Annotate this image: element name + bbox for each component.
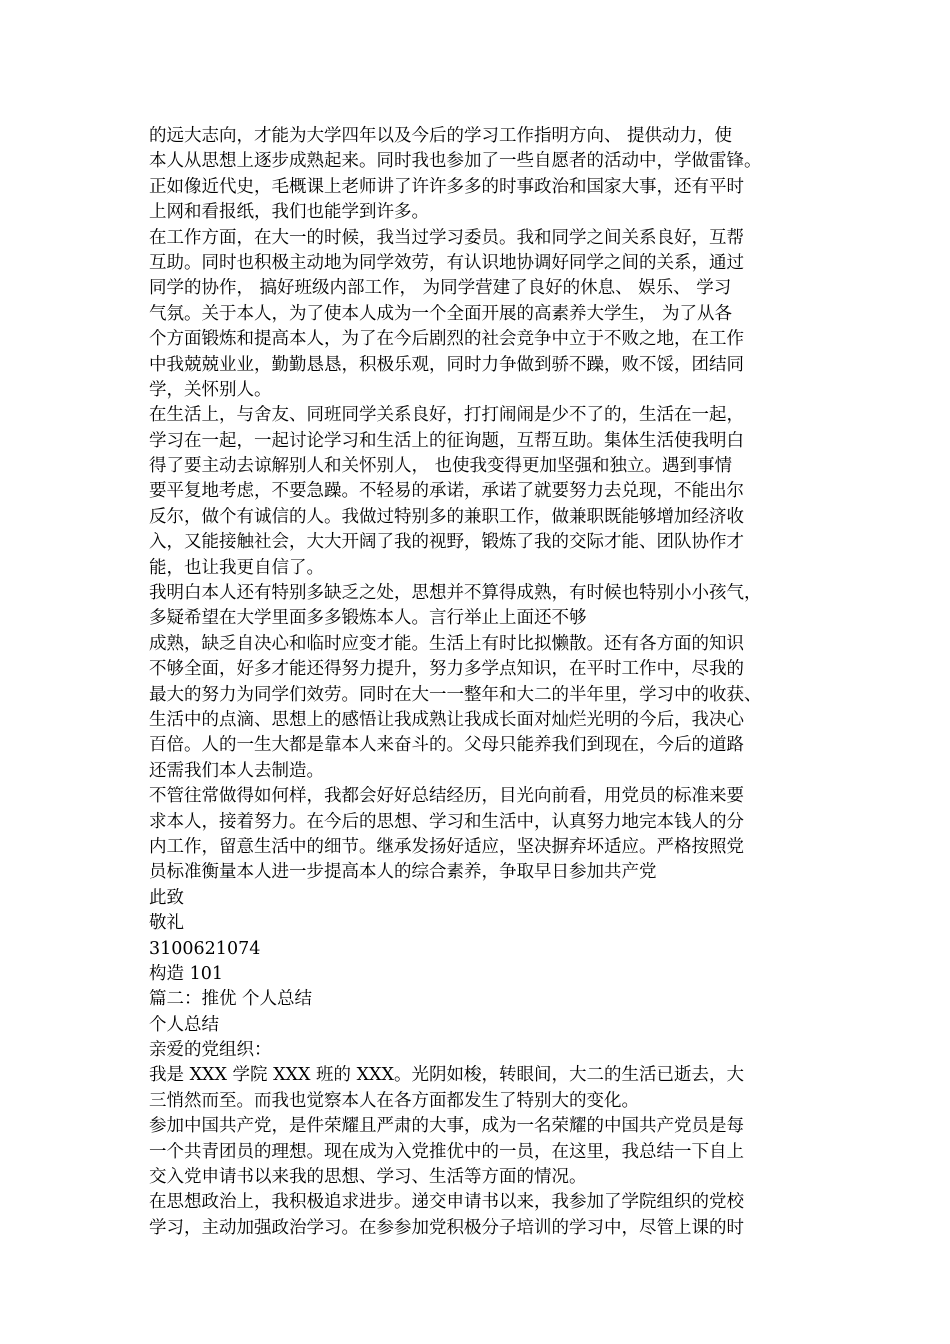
text-line: 不够全面，好多才能还得努力提升，努力多学点知识，在平时工作中，尽我的 [149,659,744,680]
greeting: 亲爱的党组织： [149,1040,272,1061]
text-line: 入，又能接触社会，大大开阔了我的视野，锻炼了我的交际才能、团队协作才 [149,532,744,553]
text-line: 学习在一起，一起讨论学习和生活上的征询题，互帮互助。集体生活使我明白 [149,430,744,451]
text-line: 成熟，缺乏自决心和临时应变才能。生活上有时比拟懒散。还有各方面的知识 [149,633,744,654]
text-line: 在思想政治上，我积极追求进步。递交申请书以来，我参加了学院组织的党校 [149,1192,744,1213]
text-line: 能，也让我更自信了。 [149,557,324,578]
text-line: 在生活上，与舍友、同班同学关系良好，打打闹闹是少不了的，生活在一起， [149,405,744,426]
text-line: 的远大志向，才能为大学四年以及今后的学习工作指明方向、 提供动力，使 [149,126,733,146]
text-line: 互助。同时也积极主动地为同学效劳，有认识地协调好同学之间的关系，通过 [149,252,744,273]
closing-salutation: 此致 [149,887,184,908]
text-line: 在工作方面，在大一的时候，我当过学习委员。我和同学之间关系良好，互帮 [149,227,744,248]
text-line: 同学的协作， 搞好班级内部工作， 为同学营建了良好的休息、 娱乐、 学习 [149,278,732,299]
text-line: 正如像近代史，毛概课上老师讲了许许多多的时事政治和国家大事，还有平时 [149,176,744,197]
text-line: 得了要主动去谅解别人和关怀别人， 也使我变得更加坚强和独立。遇到事情 [149,456,733,477]
text-line: 员标准衡量本人进一步提高本人的综合素养，争取早日参加共产党 [149,862,657,883]
document-body [149,124,814,1241]
section-title: 个人总结 [149,1014,219,1035]
text-line: 我明白本人还有特别多缺乏之处，思想并不算得成熟，有时候也特别小小孩气， [149,583,762,604]
text-line: 个方面锻炼和提高本人，为了在今后剧烈的社会竞争中立于不败之地，在工作 [149,329,744,350]
text-line: 不管往常做得如何样，我都会好好总结经历，目光向前看，用党员的标准来要 [149,786,744,807]
student-id: 3100621074 [149,938,261,959]
text-line: 交入党申请书以来我的思想、学习、生活等方面的情况。 [149,1167,587,1188]
text-line: 求本人，接着努力。在今后的思想、学习和生活中，认真努力地完本钱人的分 [149,811,744,832]
text-line: 三悄然而至。而我也觉察本人在各方面都发生了特别大的变化。 [149,1090,639,1111]
text-line: 学，关怀别人。 [149,379,272,400]
text-line: 百倍。人的一生大都是靠本人来奋斗的。父母只能养我们到现在，今后的道路 [149,735,744,756]
text-line: 上网和看报纸，我们也能学到许多。 [149,202,429,223]
text-line: 气氛。关于本人，为了使本人成为一个全面开展的高素养大学生， 为了从各 [149,303,733,324]
text-line: 生活中的点滴、思想上的感悟让我成熟让我成长面对灿烂光明的今后，我决心 [149,709,744,730]
text-line: 我是 XXX 学院 XXX 班的 XXX。光阴如梭，转眼间，大二的生活已逝去，大 [149,1065,744,1086]
section-heading: 篇二：推优 个人总结 [149,989,313,1010]
text-line: 参加中国共产党，是件荣耀且严肃的大事，成为一名荣耀的中国共产党员是每 [149,1116,744,1137]
text-line: 一个共青团员的理想。现在成为入党推优中的一员，在这里，我总结一下自上 [149,1141,744,1162]
text-line: 还需我们本人去制造。 [149,760,324,781]
text-line: 中我兢兢业业，勤勤恳恳，积极乐观，同时力争做到骄不躁，败不馁，团结同 [149,354,744,375]
closing-regards: 敬礼 [149,913,184,934]
class-name: 构造 101 [149,963,223,984]
text-line: 最大的努力为同学们效劳。同时在大一一整年和大二的半年里，学习中的收获、 [149,684,762,705]
text-line: 内工作，留意生活中的细节。继承发扬好适应，坚决摒弃坏适应。严格按照党 [149,836,744,857]
text-line: 学习，主动加强政治学习。在参参加党积极分子培训的学习中，尽管上课的时 [149,1217,744,1238]
text-line: 本人从思想上逐步成熟起来。同时我也参加了一些自愿者的活动中，学做雷锋。 [149,151,762,172]
text-line: 多疑希望在大学里面多多锻炼本人。言行举止上面还不够 [149,608,587,629]
text-line: 反尔，做个有诚信的人。我做过特别多的兼职工作，做兼职既能够增加经济收 [149,506,744,527]
text-line: 要平复地考虑，不要急躁。不轻易的承诺，承诺了就要努力去兑现，不能出尔 [149,481,744,502]
